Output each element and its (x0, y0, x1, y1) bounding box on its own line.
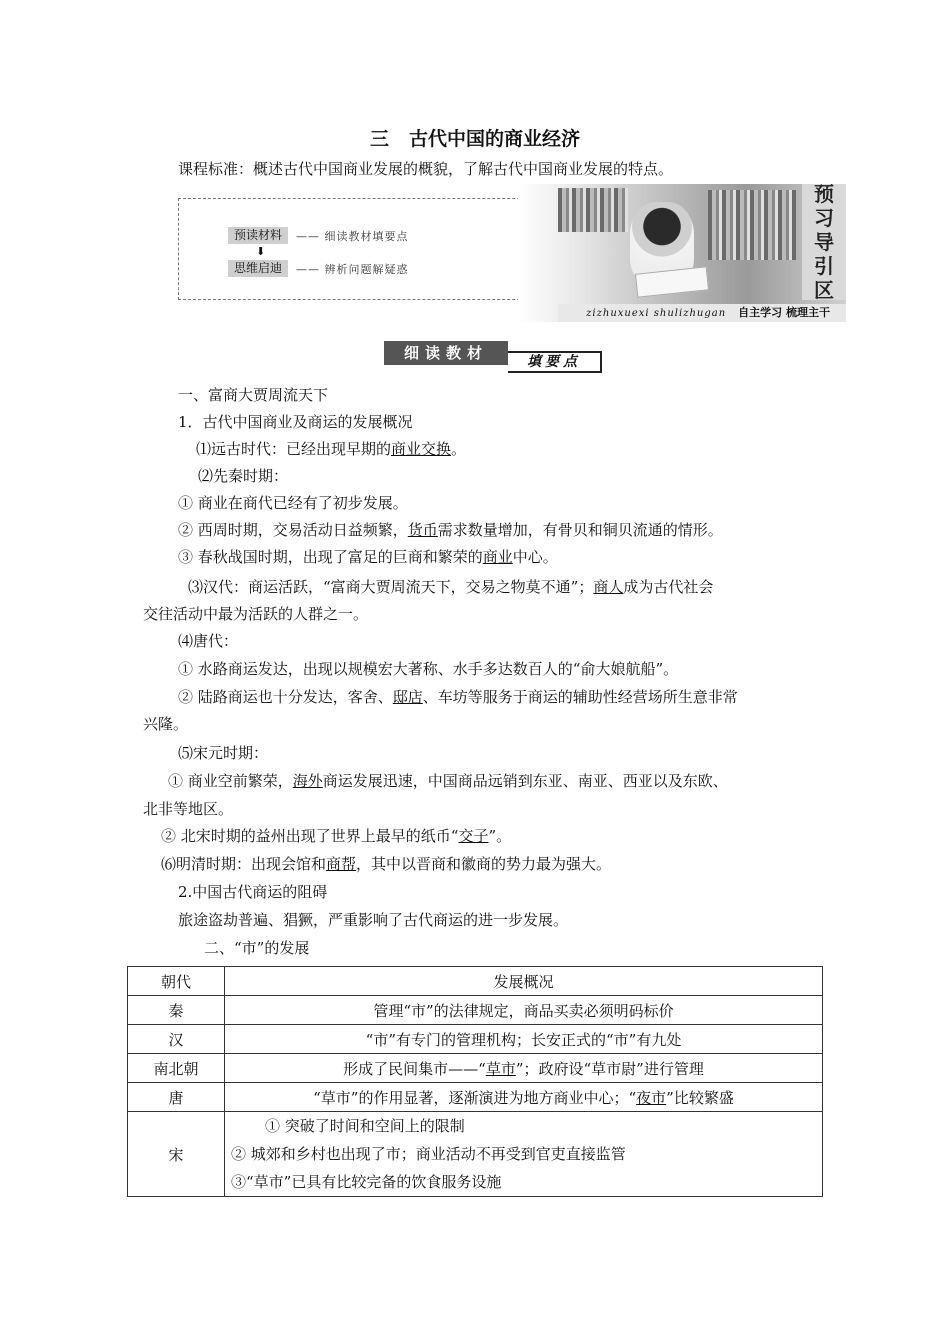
table-row (128, 1054, 823, 1083)
caption-pinyin: zizhuxuexi shulizhugan (586, 308, 727, 319)
dynasty-cell: 汉 (128, 1025, 225, 1054)
tab-char: 引 (814, 254, 834, 278)
paragraph: ② 西周时期，交易活动日益频繁，货币需求数量增加，有骨贝和铜贝流通的情形。 (178, 521, 723, 539)
paragraph: 旅途盗劫普遍、猖獗，严重影响了古代商运的进一步发展。 (178, 911, 569, 929)
table-row (128, 1025, 823, 1054)
preview-guide-tab (802, 184, 846, 300)
paragraph: ③ 春秋战国时期，出现了富足的巨商和繁荣的商业中心。 (178, 548, 558, 566)
table-row (128, 996, 823, 1025)
section-heading-left: 细读教材 (384, 341, 508, 365)
dynasty-cell: 南北朝 (128, 1054, 225, 1083)
bookshelf-image (558, 188, 628, 232)
column-header: 发展概况 (225, 967, 823, 996)
down-arrow-icon: ⬇ (256, 245, 266, 258)
flow-desc-2: —— 辨析问题解疑惑 (296, 263, 409, 276)
heading-1: 一、富商大贾周流天下 (178, 386, 329, 404)
paragraph: 兴隆。 (143, 715, 189, 733)
list-item: ③“草市”已具有比较完备的饮食服务设施 (231, 1173, 502, 1191)
list-item: ① 突破了时间和空间上的限制 (265, 1117, 465, 1135)
table-row (128, 1083, 823, 1112)
flow-desc-1: —— 细读教材填要点 (296, 230, 409, 243)
paragraph: ⑸宋元时期： (178, 744, 269, 762)
heading-1-1: 1．古代中国商业及商运的发展概况 (178, 413, 413, 431)
page-title (0, 124, 950, 151)
preview-banner (178, 184, 846, 322)
table-header-row (128, 967, 823, 996)
heading-1-2: 2.中国古代商运的阻碍 (178, 883, 328, 901)
list-item: ② 城郊和乡村也出现了市；商业活动不再受到官吏直接监管 (231, 1145, 626, 1163)
tab-char: 预 (814, 182, 834, 206)
description-cell: 形成了民间集市——“草市”；政府设“草市尉”进行管理 (225, 1054, 823, 1083)
study-photo (518, 184, 846, 322)
paragraph: ② 北宋时期的益州出现了世界上最早的纸币“交子”。 (161, 827, 512, 845)
dynasty-cell: 秦 (128, 996, 225, 1025)
title-text: 古代中国的商业经济 (409, 128, 581, 150)
bookshelf-image (708, 190, 796, 260)
description-cell: “草市”的作用显著，逐渐演进为地方商业中心；“夜市”比较繁盛 (225, 1083, 823, 1112)
paragraph: ① 商业空前繁荣，海外商运发展迅速，中国商品远销到东亚、南亚、西亚以及东欧、 (168, 772, 728, 790)
banner-caption (558, 304, 846, 322)
description-cell (225, 1112, 823, 1197)
column-header: 朝代 (128, 967, 225, 996)
caption-chinese: 自主学习 梳理主干 (738, 306, 830, 319)
market-development-table (127, 966, 823, 1197)
flow-label-2: 思维启迪 (228, 260, 288, 277)
title-number: 三 (369, 128, 389, 150)
paragraph: ① 商业在商代已经有了初步发展。 (178, 494, 408, 512)
paragraph: ① 水路商运发达，出现以规模宏大著称、水手多达数百人的“俞大娘航船”。 (178, 660, 679, 678)
dynasty-cell: 宋 (128, 1112, 225, 1197)
course-standard: 课程标准：概述古代中国商业发展的概貌，了解古代中国商业发展的特点。 (178, 160, 674, 178)
tab-char: 导 (814, 230, 834, 254)
paragraph: 交往活动中最为活跃的人群之一。 (143, 605, 369, 623)
tab-char: 区 (814, 278, 834, 302)
description-cell: “市”有专门的管理机构；长安正式的“市”有九处 (225, 1025, 823, 1054)
dynasty-cell: 唐 (128, 1083, 225, 1112)
table-row (128, 1112, 823, 1197)
heading-2: 二、“市”的发展 (204, 939, 310, 957)
section-heading-right: 填要点 (508, 351, 602, 373)
description-cell: 管理“市”的法律规定，商品买卖必须明码标价 (225, 996, 823, 1025)
tab-char: 习 (814, 206, 834, 230)
paragraph: ⑴远古时代：已经出现早期的商业交换。 (196, 440, 467, 458)
paragraph: ⑶汉代：商运活跃，“富商大贾周流天下，交易之物莫不通”；商人成为古代社会 (188, 578, 714, 596)
paragraph: ⑵先秦时期： (198, 467, 289, 485)
flow-label-1: 预读材料 (228, 227, 288, 244)
paragraph: 北非等地区。 (143, 800, 234, 818)
paragraph: ② 陆路商运也十分发达，客舍、邸店、车坊等服务于商运的辅助性经营场所生意非常 (178, 688, 738, 706)
section-heading (384, 341, 604, 371)
paragraph: ⑷唐代： (178, 632, 239, 650)
paragraph: ⑹明清时期：出现会馆和商帮，其中以晋商和徽商的势力最为强大。 (161, 855, 612, 873)
